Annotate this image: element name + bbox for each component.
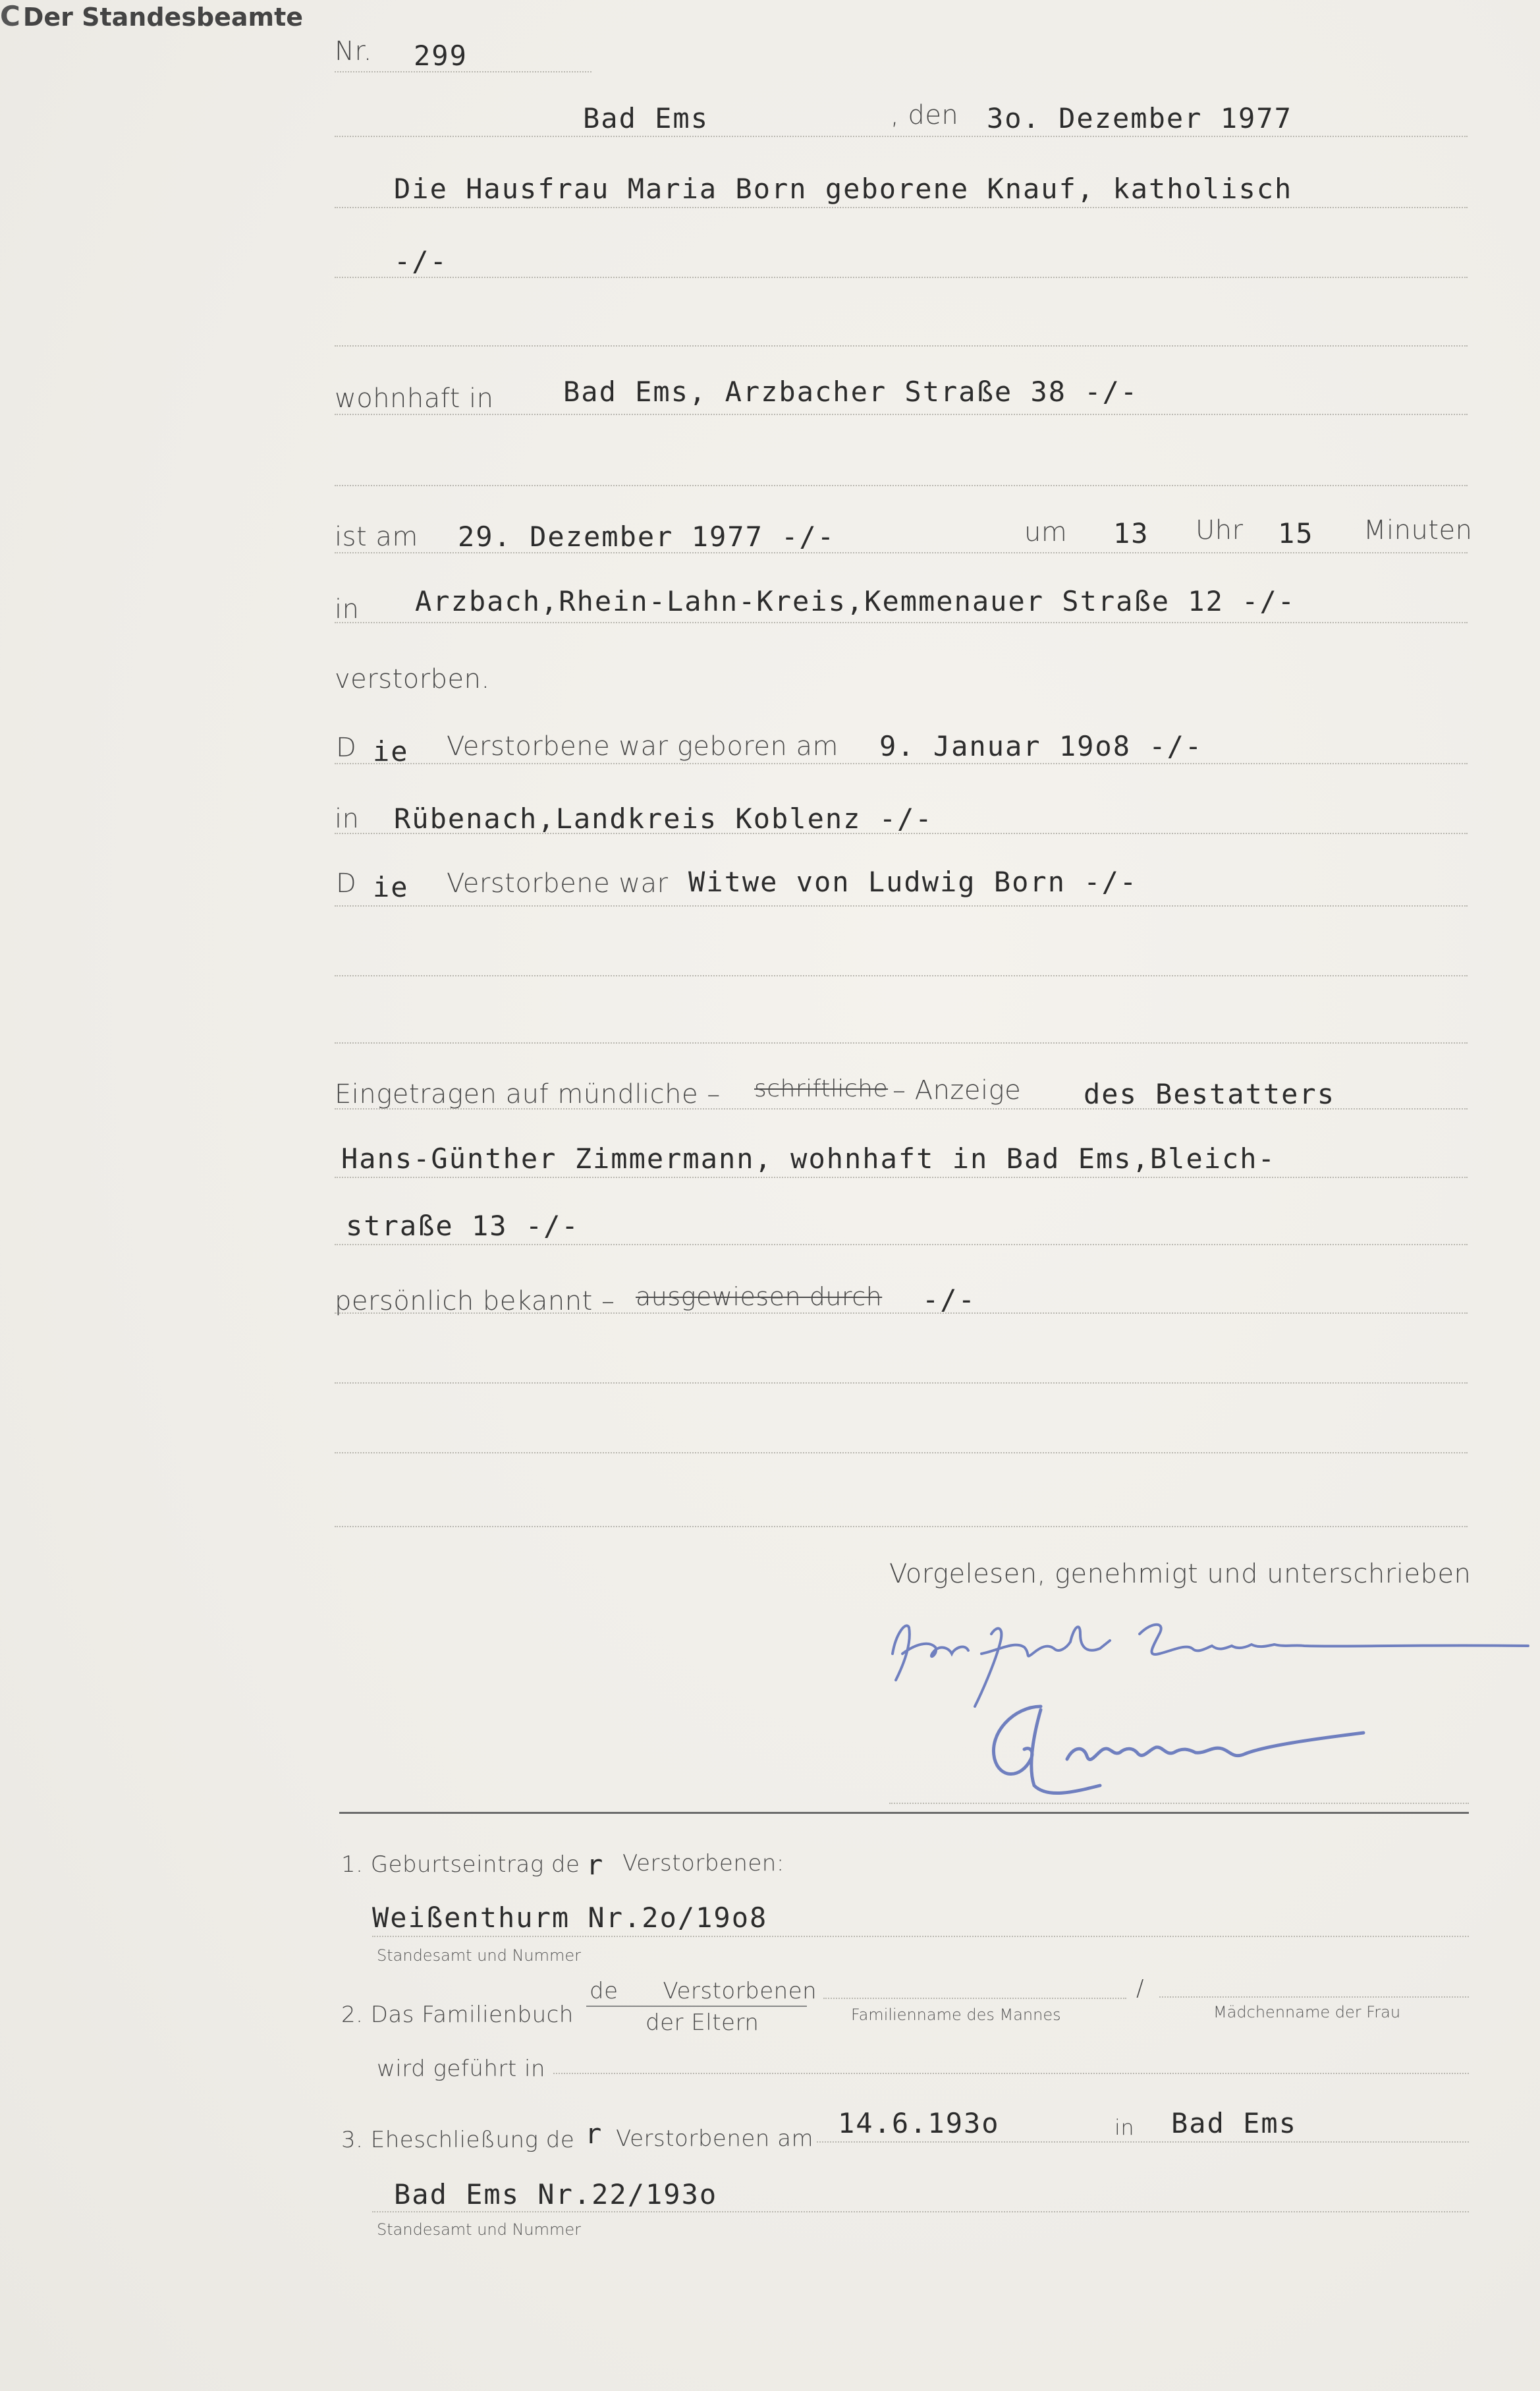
report-label-suffix: – Anzeige (893, 1075, 1022, 1106)
item3-place: Bad Ems (1171, 2107, 1298, 2139)
rule-signature (889, 1803, 1469, 1804)
rule-item2-frau (1159, 1996, 1469, 1998)
item3-suffix: r (585, 2118, 603, 2150)
rule-item1 (372, 1936, 1469, 1937)
item3-date: 14.6.193o (838, 2107, 1000, 2139)
item1-label: 1. Geburtseintrag de (341, 1851, 580, 1878)
rule-item3 (817, 2141, 1469, 2143)
rule-item2-gefuehrt (553, 2073, 1469, 2074)
place-value: Bad Ems (583, 102, 709, 134)
death-place: Arzbach,Rhein-Lahn-Kreis,Kemmenauer Straße 12 -/- (415, 585, 1296, 617)
residence-value: Bad Ems, Arzbacher Straße 38 -/- (563, 376, 1139, 408)
birth-place: Rübenach,Landkreis Koblenz -/- (394, 802, 933, 835)
item3-label: 3. Eheschließung de (341, 2127, 575, 2153)
report-line-2: Hans-Günther Zimmermann, wohnhaft in Bad Ems,Bleich- (341, 1142, 1276, 1175)
rule-identity-4 (335, 1526, 1468, 1527)
rule-item2-mann (823, 1998, 1126, 1999)
birth-d-label: D (336, 733, 357, 763)
rule-person-2 (335, 277, 1468, 278)
birth-date: 9. Januar 19o8 -/- (879, 730, 1203, 762)
report-label-prefix: Eingetragen auf mündliche – (335, 1079, 721, 1110)
report-line-3: straße 13 -/- (346, 1210, 580, 1242)
status-d-suffix: ie (373, 871, 409, 903)
maedchenname-label: Mädchenname der Frau (1213, 2003, 1401, 2021)
person-line-2: -/- (394, 245, 448, 277)
uhr-label: Uhr (1196, 515, 1244, 546)
item2-label: 2. Das Familienbuch (341, 2002, 574, 2028)
minuten-label: Minuten (1363, 515, 1473, 546)
residence-label: wohnhaft in (335, 383, 494, 414)
item3-value: Bad Ems Nr.22/193o (394, 2178, 718, 2210)
status-label: Verstorbene war (447, 868, 669, 899)
report-value-1: des Bestatters (1084, 1078, 1336, 1110)
rule-status-3 (335, 1042, 1468, 1044)
rule-identity-3 (335, 1452, 1468, 1453)
in-label: in (335, 594, 360, 625)
footer-divider (339, 1812, 1469, 1814)
gefuehrt-label: wird geführt in (377, 2056, 546, 2082)
item2-bottom: der Eltern (646, 2010, 759, 2036)
item1-suffix: r (586, 1849, 605, 1881)
rule-person-3 (335, 345, 1468, 347)
rule-birth (335, 763, 1468, 764)
standesamt-label-2: Standesamt und Nummer (377, 2220, 582, 2239)
rule-item3-value (372, 2211, 1469, 2212)
corner-letter: C (0, 0, 20, 32)
rule-report-3 (335, 1244, 1468, 1245)
identity-prefix: persönlich bekannt – (335, 1286, 615, 1316)
den-label: , den (891, 100, 959, 130)
nr-value: 299 (414, 40, 468, 72)
status-value: Witwe von Ludwig Born -/- (688, 866, 1138, 898)
ist-am-label: ist am (335, 522, 418, 552)
identity-strike: ausgewiesen durch (636, 1282, 883, 1311)
registrar-label: Der Standesbeamte (22, 3, 304, 32)
death-date: 29. Dezember 1977 -/- (458, 520, 836, 553)
rule-date (335, 136, 1468, 137)
rule-nr (335, 71, 591, 72)
birth-d-suffix: ie (373, 735, 409, 768)
report-strike: schriftliche (754, 1075, 889, 1102)
person-line-1: Die Hausfrau Maria Born geborene Knauf, katholisch (394, 173, 1293, 205)
rule-identity-2 (335, 1382, 1468, 1384)
item2-top: de Verstorbenen (590, 1978, 817, 2004)
item1-tail: Verstorbenen: (622, 1850, 784, 1876)
um-label: um (1024, 517, 1068, 548)
status-d-label: D (336, 868, 357, 899)
rule-residence-2 (335, 485, 1468, 486)
nr-label: Nr. (335, 36, 372, 67)
verstorben-label: verstorben. (335, 664, 490, 694)
rule-identity (335, 1312, 1468, 1314)
signature-registrar (968, 1693, 1377, 1805)
item3-in-label: in (1114, 2115, 1135, 2140)
item3-tail: Verstorbenen am (616, 2125, 814, 2152)
rule-death (335, 552, 1468, 553)
familienname-mann-label: Familienname des Mannes (851, 2006, 1061, 2024)
death-hour: 13 (1113, 517, 1149, 549)
rule-death-place (335, 622, 1468, 623)
rule-report (335, 1108, 1468, 1110)
rule-status (335, 905, 1468, 907)
birth-in-label: in (335, 804, 360, 834)
death-minute: 15 (1278, 517, 1314, 549)
item2-slash: / (1136, 1975, 1144, 2002)
rule-status-2 (335, 975, 1468, 976)
read-approved-label: Vorgelesen, genehmigt und unterschrieben (889, 1559, 1471, 1589)
item1-value: Weißenthurm Nr.2o/19o8 (372, 1901, 768, 1934)
standesamt-label-1: Standesamt und Nummer (377, 1946, 582, 1965)
item2-fraction-line (586, 2006, 807, 2007)
birth-label: Verstorbene war geboren am (447, 731, 839, 762)
rule-person-1 (335, 207, 1468, 208)
rule-birth-place (335, 833, 1468, 834)
identity-value: -/- (922, 1283, 976, 1316)
date-value: 3o. Dezember 1977 (987, 102, 1292, 134)
rule-residence (335, 414, 1468, 415)
rule-report-2 (335, 1177, 1468, 1178)
